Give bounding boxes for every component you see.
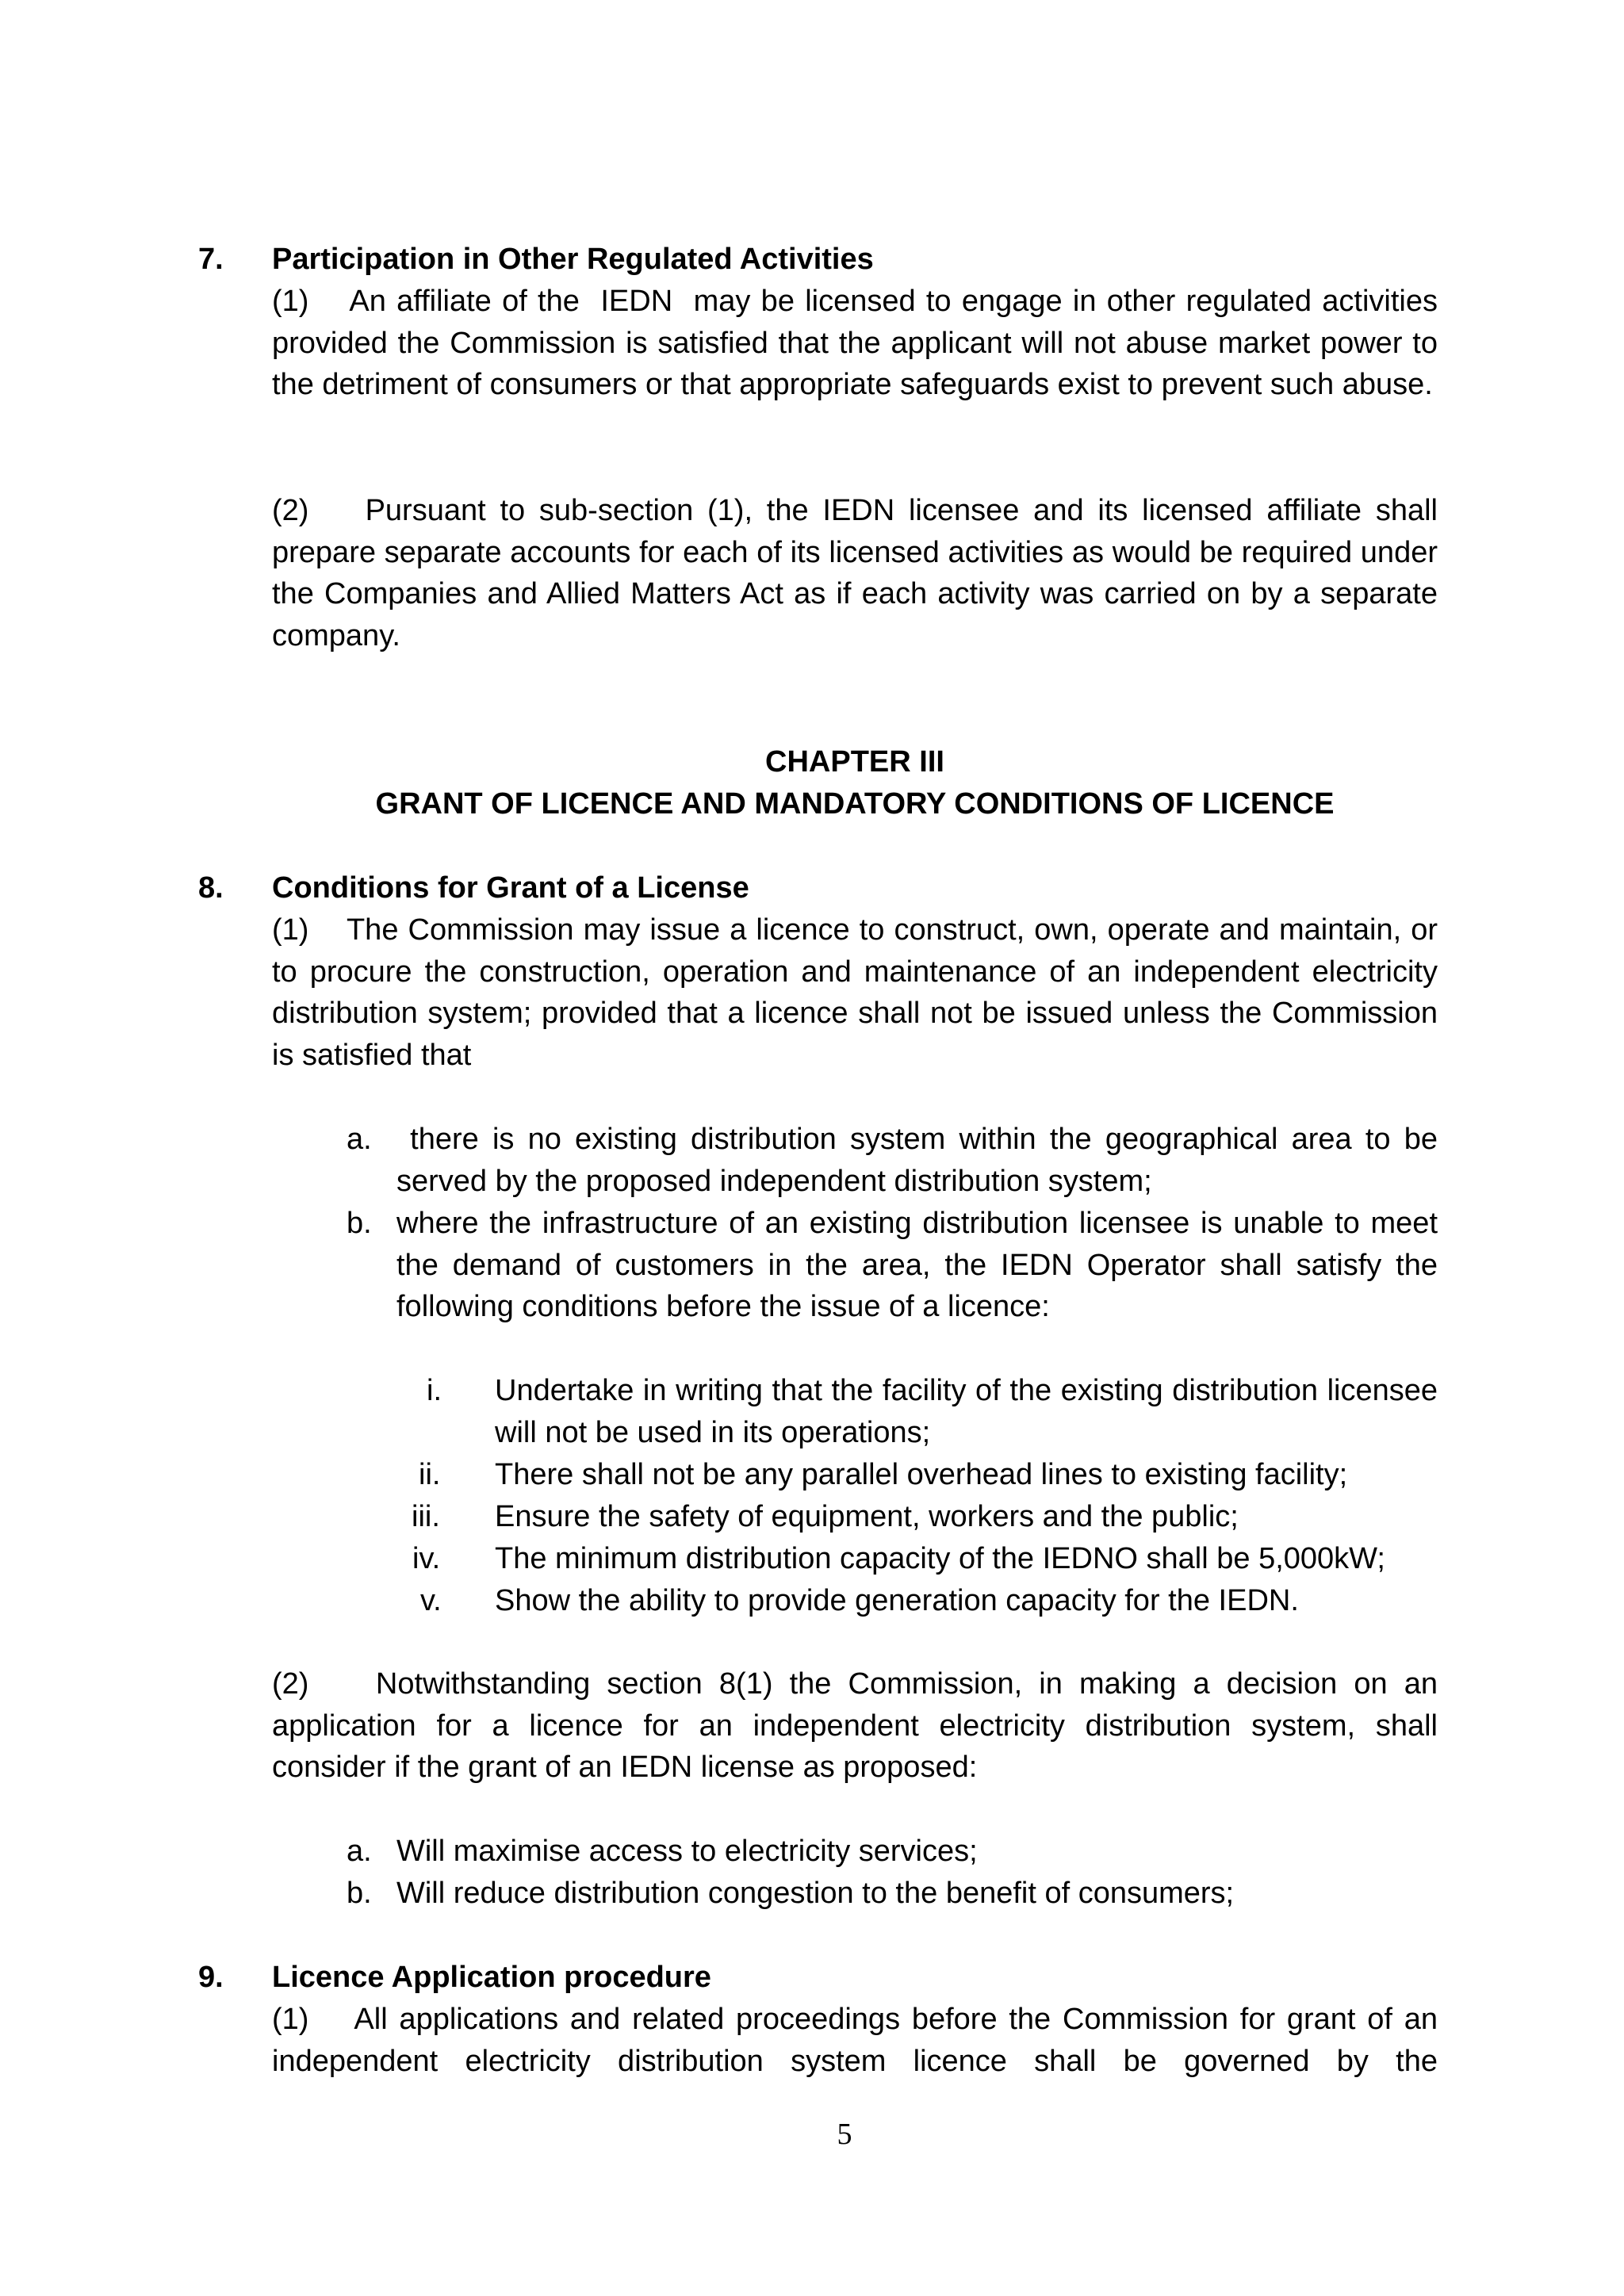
sublist-item-text: Show the ability to provide generation capacity for the IEDN. (495, 1584, 1299, 1617)
section-8-paragraph-2: (2) Notwithstanding section 8(1) the Commission, in making a decision on an application for a licence for an independent electricity distribution system, shall consider if the grant of an IEDN license as proposed: (272, 1667, 1438, 1785)
list-item-text: there is no existing distribution system within the geographical area to be served by the proposed independent distribution system; (396, 1123, 1438, 1198)
section-9-heading: Licence Application procedure (272, 1961, 711, 1994)
section-9-number: 9. (198, 1961, 224, 1994)
sublist-item-marker: i. (427, 1374, 442, 1407)
list-item-text: Will reduce distribution congestion to the benefit of consumers; (396, 1877, 1235, 1910)
list-item-marker: b. (347, 1877, 372, 1910)
sublist-item-marker: iv. (412, 1542, 441, 1575)
section-7-paragraph-1: (1) An affiliate of the IEDN may be licensed to engage in other regulated activities provided the Commission is satisfied that the applicant will not abuse market power to the detriment of consumers or that appropriate safeguards exist to prevent such abuse. (272, 285, 1438, 402)
page-number: 5 (837, 2118, 852, 2151)
section-7-number: 7. (198, 243, 224, 276)
section-9-paragraph-1: (1) All applications and related proceedings before the Commission for grant of an independent electricity distribution system licence shall be governed by the (272, 2003, 1438, 2078)
chapter-title: GRANT OF LICENCE AND MANDATORY CONDITIONS OF LICENCE (375, 787, 1335, 821)
section-8-heading: Conditions for Grant of a License (272, 871, 749, 905)
section-8-paragraph-1: (1) The Commission may issue a licence to construct, own, operate and maintain, or to procure the construction, operation and maintenance of an independent electricity distribution system; provided that a licence shall not be issued unless the Commission is satisfied that (272, 913, 1438, 1073)
list-item-marker: a. (347, 1123, 372, 1156)
sublist-item-marker: v. (420, 1584, 442, 1617)
list-item-marker: a. (347, 1835, 372, 1868)
list-item-text: where the infrastructure of an existing distribution licensee is unable to meet the demand of customers in the area, the IEDN Operator shall satisfy the following conditions before the issue of a licence: (396, 1207, 1438, 1324)
sublist-item-marker: ii. (419, 1458, 441, 1491)
sublist-item-text: The minimum distribution capacity of the IEDNO shall be 5,000kW; (495, 1542, 1385, 1575)
section-7-paragraph-2: (2) Pursuant to sub-section (1), the IEDN licensee and its licensed affiliate shall prepare separate accounts for each of its licensed activities as would be required under the Companies and Allied Matters Act as if each activity was carried on by a separate company. (272, 494, 1438, 653)
sublist-item-marker: iii. (412, 1500, 440, 1533)
list-item-text: Will maximise access to electricity services; (396, 1835, 978, 1868)
section-7-heading: Participation in Other Regulated Activities (272, 243, 874, 276)
chapter-number: CHAPTER III (765, 745, 944, 779)
sublist-item-text: Ensure the safety of equipment, workers and the public; (495, 1500, 1239, 1533)
sublist-item-text: There shall not be any parallel overhead lines to existing facility; (495, 1458, 1348, 1491)
section-8-number: 8. (198, 871, 224, 905)
sublist-item-text: Undertake in writing that the facility of the existing distribution licensee will not be used in its operations; (495, 1374, 1438, 1449)
list-item-marker: b. (347, 1207, 372, 1240)
